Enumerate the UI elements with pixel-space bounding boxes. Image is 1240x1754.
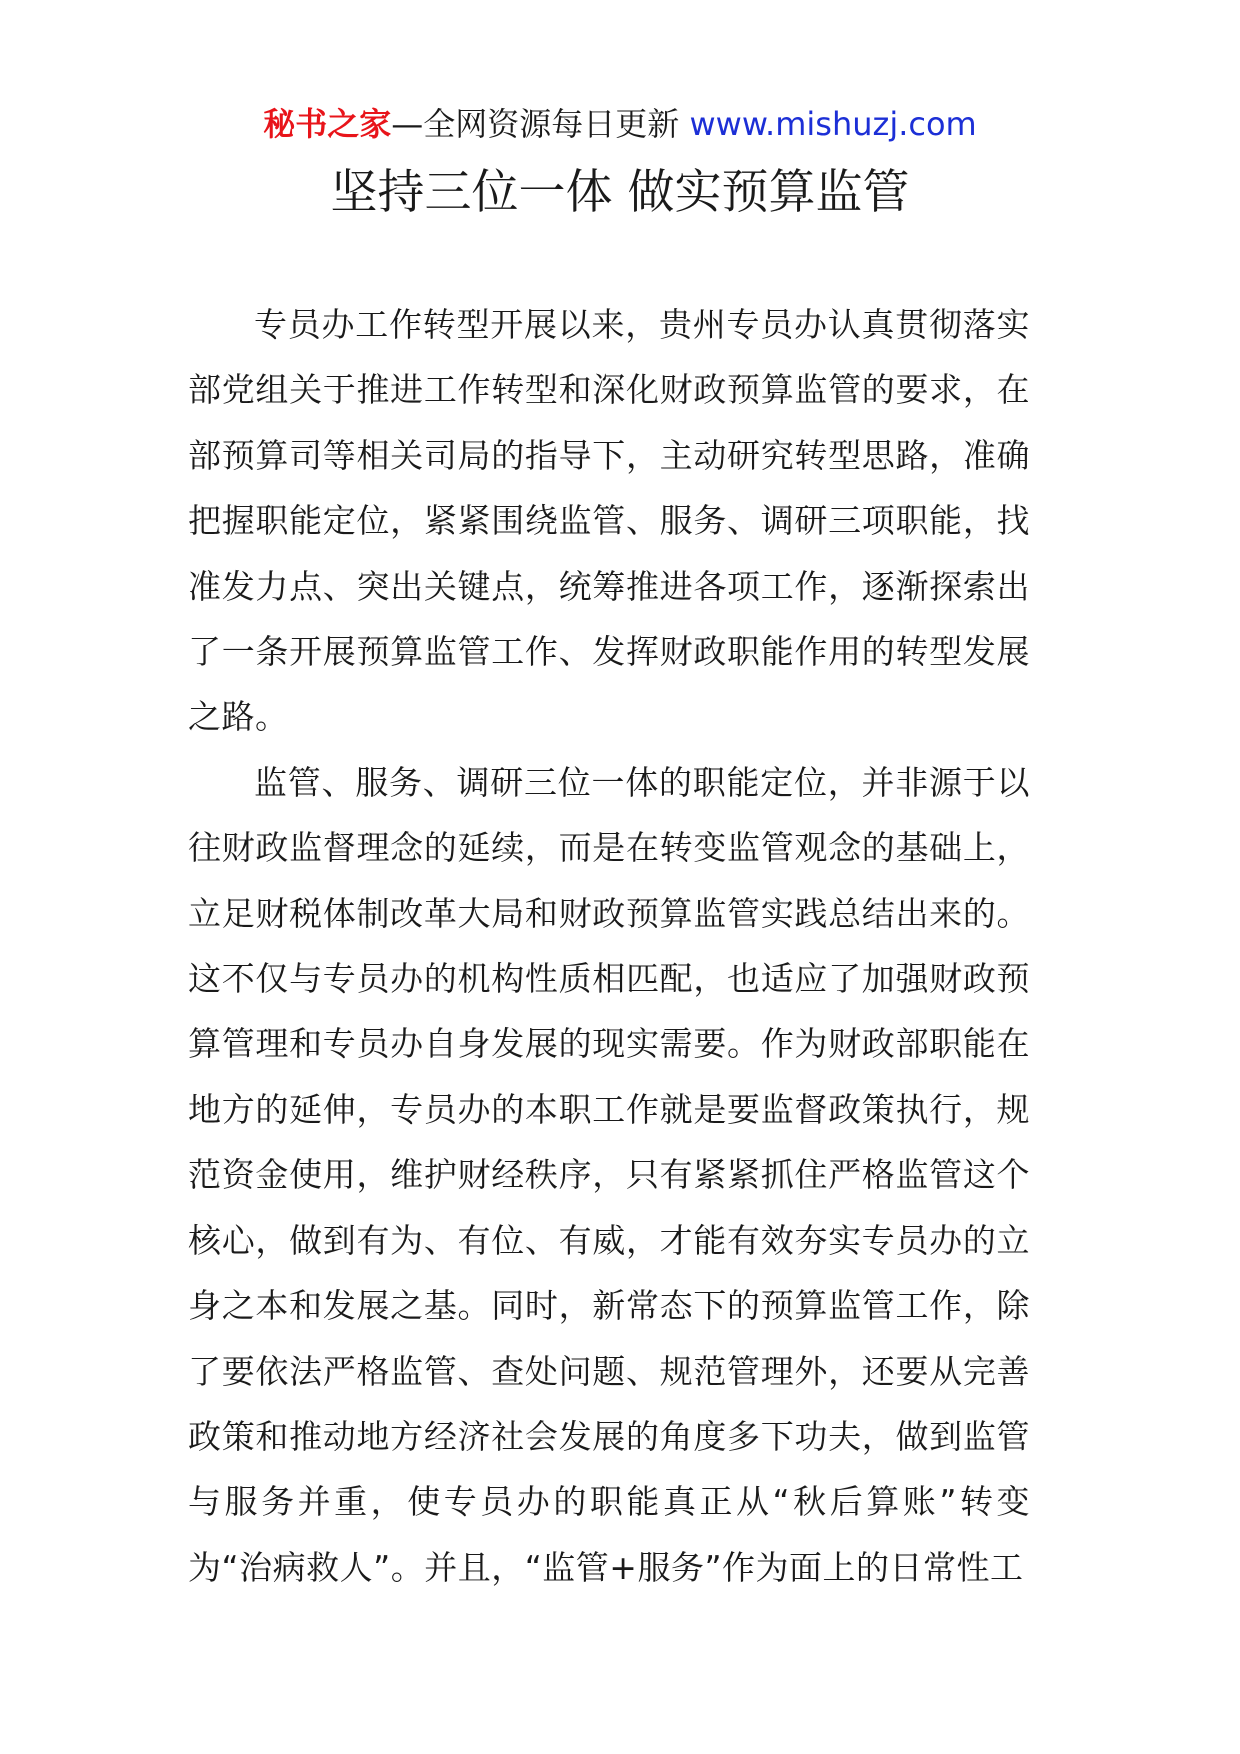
paragraph: 监管、服务、调研三位一体的职能定位，并非源于以往财政监督理念的延续，而是在转变监管观念的基础上，立足财税体制改革大局和财政预算监管实践总结出来的。这不仅与专员办的机构性质相匹配，也适应了加强财政预算管理和专员办自身发展的现实需要。作为财政部职能在地方的延伸，专员办的本职工作就是要监督政策执行，规范资金使用，维护财经秩序，只有紧紧抓住严格监管这个核心，做到有为、有位、有威，才能有效夯实专员办的立身之本和发展之基。同时，新常态下的预算监管工作，除了要依法严格监管、查处问题、规范管理外，还要从完善政策和推动地方经济社会发展的角度多下功夫，做到监管与服务并重，使专员办的职能真正从“秋后算账”转变为“治病救人”。并且，“监管+服务”作为面上的日常性工 xyxy=(188,762,1030,1587)
document-body xyxy=(188,292,1030,1600)
brand-name: 秘书之家 xyxy=(263,105,392,143)
header-slogan: —全网资源每日更新 xyxy=(391,105,690,143)
site-header xyxy=(0,100,1240,148)
document-title: 坚持三位一体 做实预算监管 xyxy=(330,165,910,220)
paragraph: 专员办工作转型开展以来，贵州专员办认真贯彻落实部党组关于推进工作转型和深化财政预算监管的要求，在部预算司等相关司局的指导下，主动研究转型思路，准确把握职能定位，紧紧围绕监管、服务、调研三项职能，找准发力点、突出关键点，统筹推进各项工作，逐渐探索出了一条开展预算监管工作、发挥财政职能作用的转型发展之路。 xyxy=(188,305,1030,737)
site-url-link[interactable]: www.mishuzj.com xyxy=(689,105,977,143)
